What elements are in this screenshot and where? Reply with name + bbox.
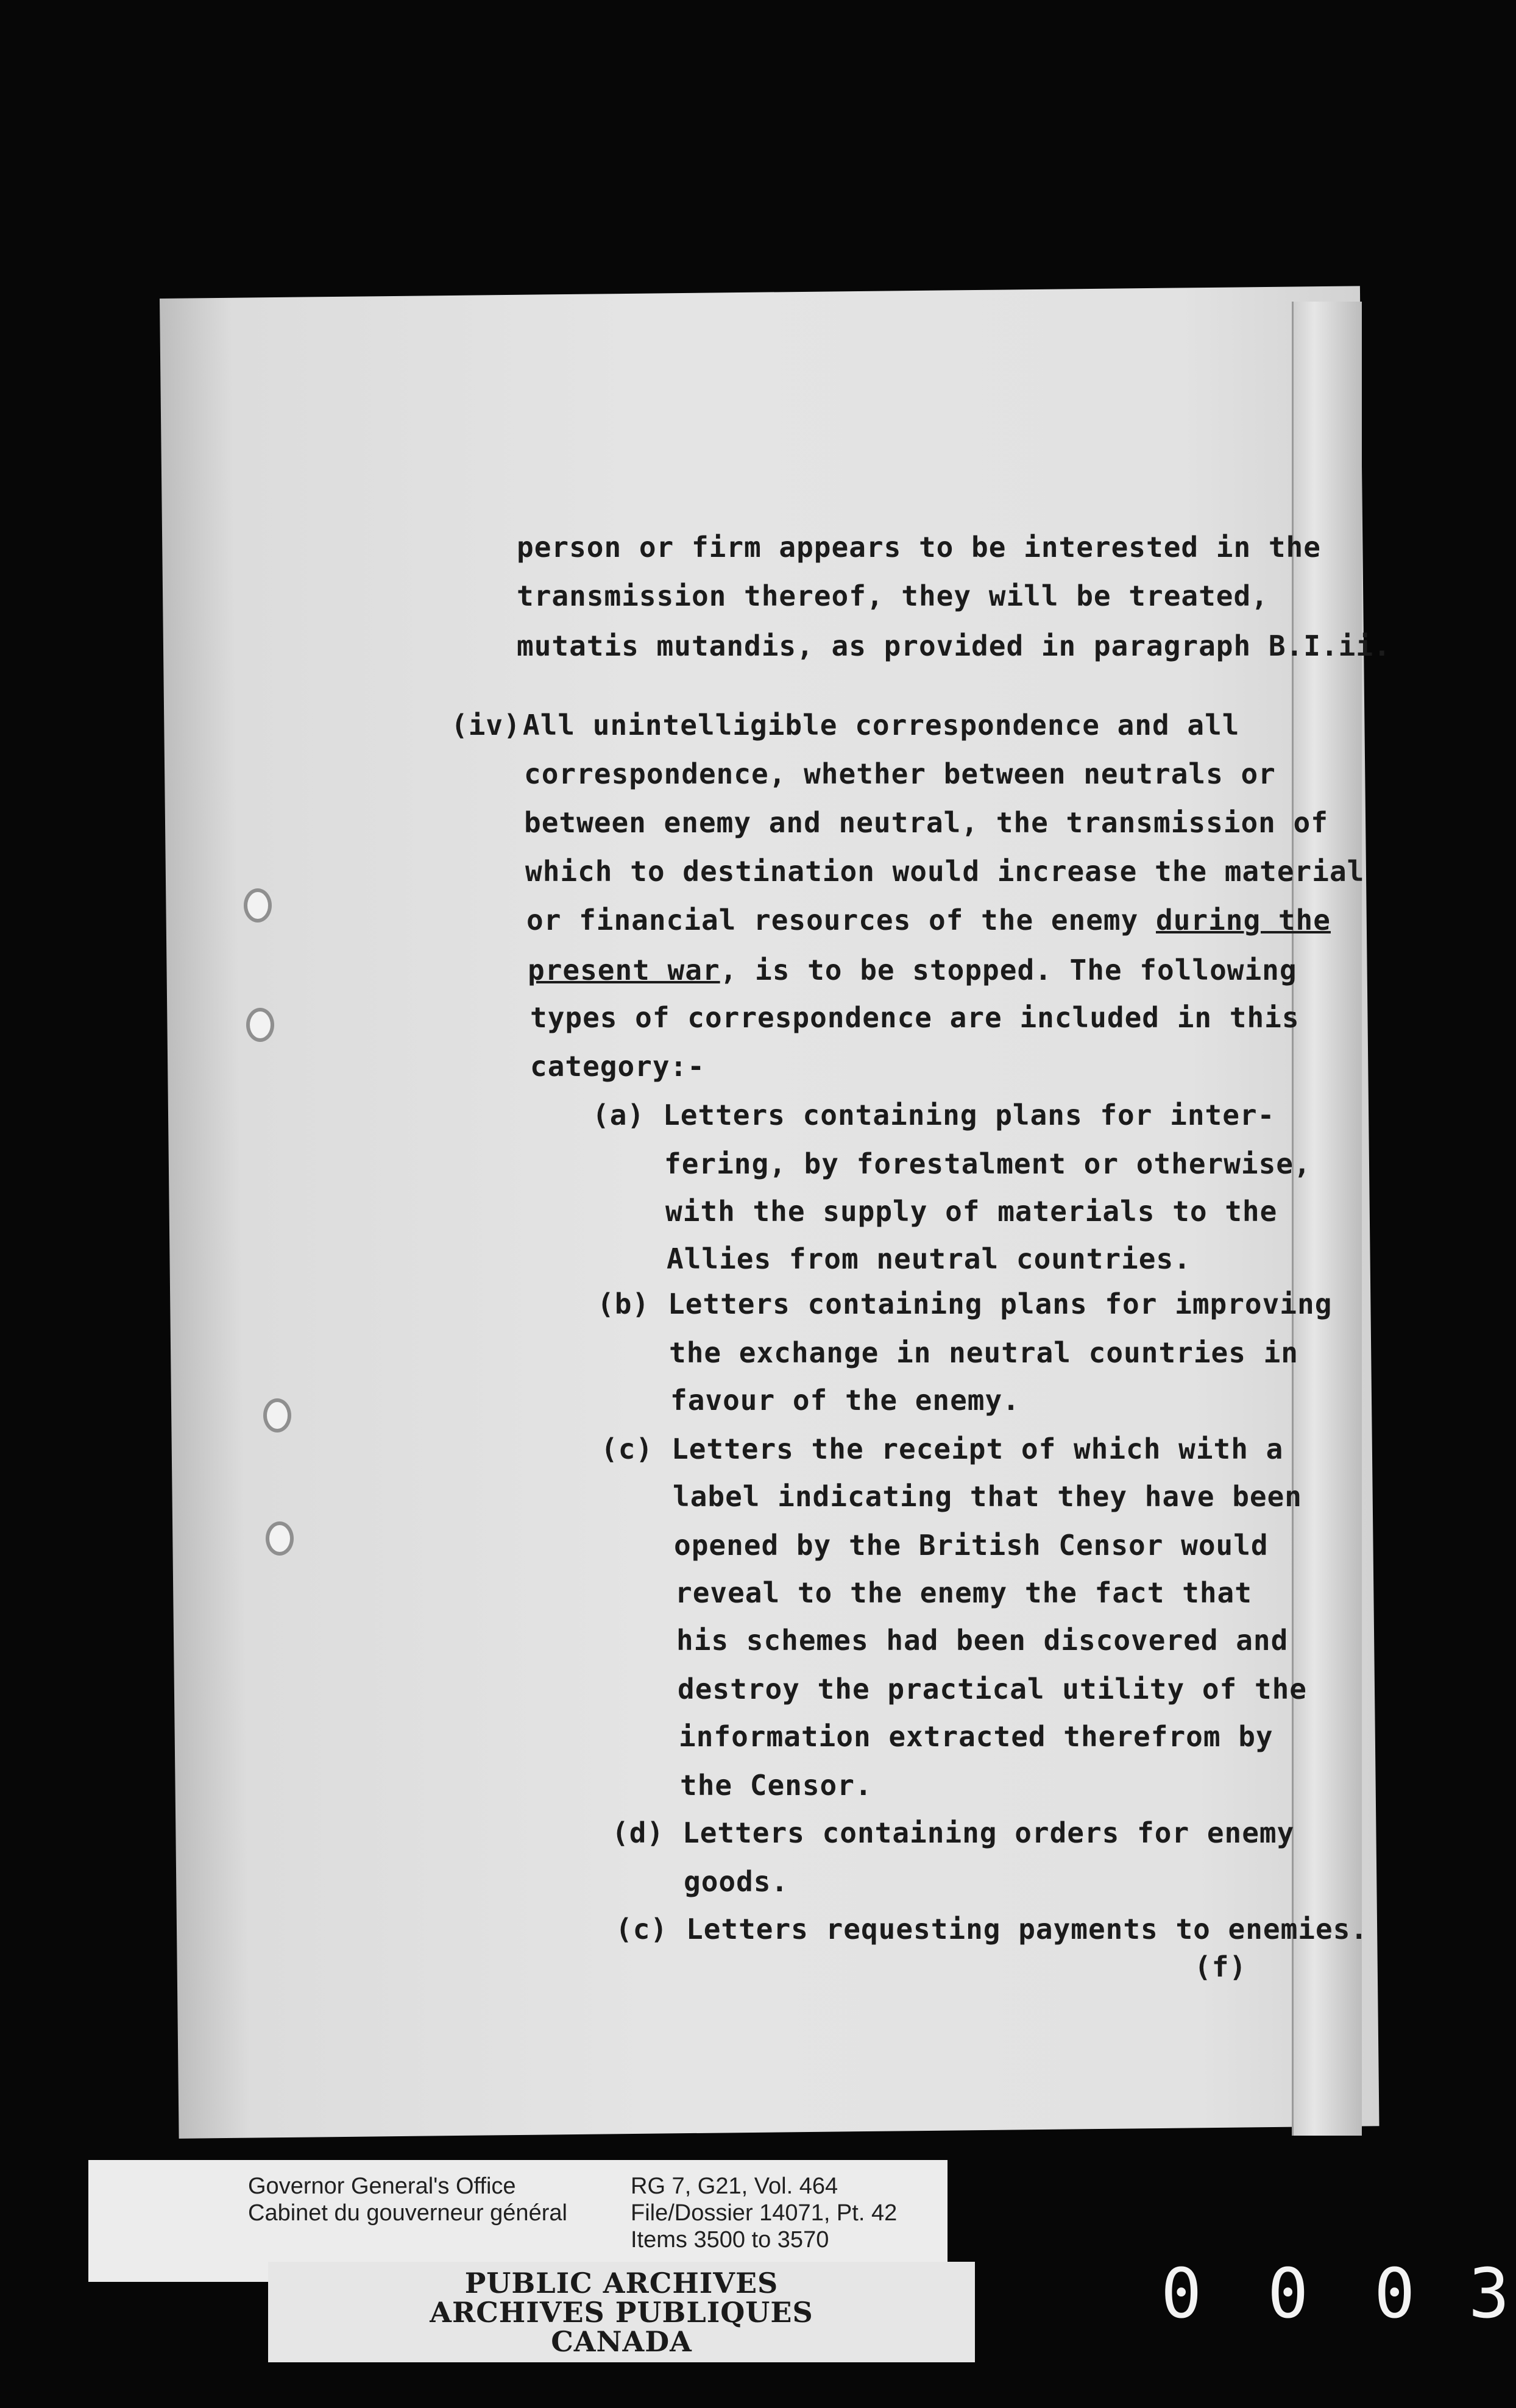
item-line: Letters containing plans for improving [668, 1287, 1333, 1320]
frame-digit: 0 [1374, 2254, 1415, 2334]
item-range: Items 3500 to 3570 [631, 2227, 829, 2253]
item-line: his schemes had been discovered and [676, 1624, 1289, 1657]
item-marker: (c) [615, 1913, 668, 1946]
punch-hole [246, 1008, 274, 1042]
item-marker: (c) [601, 1432, 654, 1465]
archives-stamp [268, 2262, 975, 2362]
item-line: fering, by forestalment or otherwise, [664, 1147, 1311, 1180]
item-line: opened by the British Censor would [674, 1529, 1269, 1562]
page-edge [1292, 302, 1362, 2136]
frame-digit: 0 [1161, 2254, 1202, 2334]
item-line: goods. [684, 1865, 789, 1898]
section-line: which to destination would increase the material [525, 855, 1365, 888]
item-line: Letters containing plans for inter- [663, 1099, 1275, 1131]
punch-hole [263, 1398, 291, 1432]
section-line-text: or financial resources of the enemy [526, 904, 1156, 937]
section-marker: (iv) [451, 709, 521, 742]
section-line: between enemy and neutral, the transmission of [524, 806, 1328, 839]
stamp-line: CANADA [551, 2325, 692, 2358]
stamp-line: PUBLIC ARCHIVES [464, 2267, 779, 2300]
stamp-line: ARCHIVES PUBLIQUES [430, 2296, 813, 2329]
office-english: Governor General's Office [248, 2173, 516, 2199]
section-line [528, 952, 1297, 988]
item-marker: (b) [597, 1287, 650, 1320]
item-line: favour of the enemy. [670, 1384, 1020, 1417]
office-french: Cabinet du gouverneur général [248, 2200, 567, 2226]
underlined-phrase: during the [1156, 904, 1331, 937]
item-line: the Censor. [680, 1769, 873, 1802]
record-group: RG 7, G21, Vol. 464 [631, 2173, 838, 2199]
section-line: types of correspondence are included in this [530, 1001, 1300, 1034]
item-line: Letters requesting payments to enemies. [686, 1913, 1369, 1946]
item-line: the exchange in neutral countries in [669, 1336, 1298, 1369]
item-line: label indicating that they have been [673, 1480, 1302, 1513]
underlined-phrase: present war [528, 954, 720, 986]
continuation-line: mutatis mutandis, as provided in paragraph B.I.ii. [517, 629, 1391, 662]
item-line: reveal to the enemy the fact that [675, 1576, 1252, 1609]
continuation-line: transmission thereof, they will be treated, [517, 579, 1269, 612]
section-line-text: , is to be stopped. The following [720, 954, 1297, 986]
item-marker: (d) [612, 1816, 665, 1849]
item-line: Letters the receipt of which with a [671, 1432, 1284, 1465]
item-line: Letters containing orders for enemy [682, 1816, 1295, 1849]
punch-hole [244, 888, 272, 922]
item-line: Allies from neutral countries. [667, 1242, 1191, 1275]
punch-hole [266, 1521, 294, 1556]
section-line: All unintelligible correspondence and all [523, 709, 1240, 742]
item-line: destroy the practical utility of the [678, 1673, 1307, 1705]
file-number: File/Dossier 14071, Pt. 42 [631, 2200, 898, 2226]
item-marker: (a) [592, 1099, 645, 1131]
next-page-marker: (f) [1194, 1950, 1247, 1983]
frame-digit: 0 [1267, 2254, 1309, 2334]
section-line: category:- [530, 1050, 705, 1083]
item-line: information extracted therefrom by [679, 1720, 1273, 1753]
item-line: with the supply of materials to the [665, 1195, 1278, 1228]
frame-digit: 3 [1468, 2254, 1510, 2334]
section-line [526, 902, 1331, 938]
continuation-line: person or firm appears to be interested in the [517, 531, 1321, 564]
section-line: correspondence, whether between neutrals or [524, 757, 1276, 790]
